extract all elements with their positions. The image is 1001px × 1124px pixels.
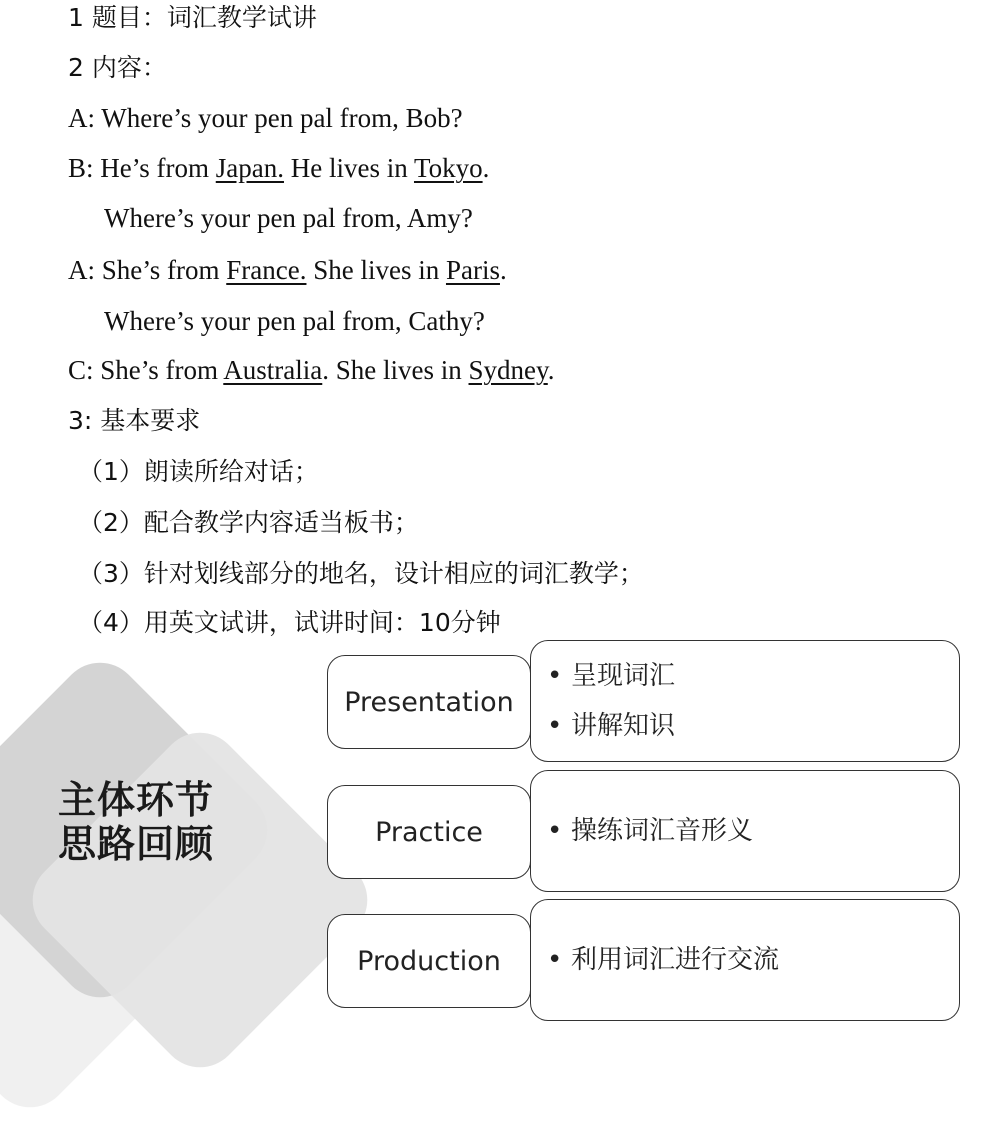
dialogue-line — [68, 354, 555, 386]
stage-presentation-details — [530, 640, 960, 762]
underlined-place: Tokyo — [413, 153, 483, 183]
dialogue-text: Where’s your pen pal from, Bob? — [101, 103, 463, 133]
dialogue-line — [68, 254, 507, 286]
review-title — [58, 778, 214, 866]
content-label: 2 内容： — [68, 53, 167, 82]
bullet-text: 利用词汇进行交流 — [571, 945, 780, 975]
requirement-item: （1）朗读所给对话； — [78, 457, 319, 486]
underlined-place: Sydney — [468, 355, 548, 385]
review-title-line: 思路回顾 — [58, 822, 215, 866]
dialogue-text: . — [547, 355, 555, 385]
dialogue-text: She lives in — [306, 255, 446, 285]
speaker-label: C: — [68, 355, 94, 385]
bullet-dot-icon: • — [547, 711, 563, 741]
page-title: 1 题目：词汇教学试讲 — [68, 3, 317, 32]
dialogue-text: . She lives in — [322, 355, 469, 385]
dialogue-text: Where’s your pen pal from, Amy? — [104, 203, 473, 233]
requirement-item: （4）用英文试讲，试讲时间：10分钟 — [78, 608, 501, 637]
stage-presentation: Presentation — [327, 655, 531, 749]
underlined-place: France. — [226, 255, 307, 285]
requirements-label: 3: 基本要求 — [68, 406, 201, 435]
underlined-place: Japan. — [215, 153, 284, 183]
bullet-dot-icon: • — [547, 816, 563, 846]
bullet-item — [547, 935, 959, 985]
dialogue-line — [104, 202, 473, 234]
dialogue-line — [68, 152, 489, 184]
dialogue-text: He’s from — [100, 153, 216, 183]
underlined-place: Paris — [445, 255, 500, 285]
review-title-line: 主体环节 — [58, 778, 215, 822]
bullet-dot-icon: • — [547, 661, 563, 691]
dialogue-text: She’s from — [101, 255, 227, 285]
dialogue-text: . — [482, 153, 490, 183]
speaker-label: A: — [68, 103, 95, 133]
bullet-text: 讲解知识 — [571, 711, 676, 741]
dialogue-line — [104, 305, 485, 337]
requirement-item: （3）针对划线部分的地名，设计相应的词汇教学； — [78, 559, 644, 588]
stage-practice-details — [530, 770, 960, 892]
review-slide — [0, 640, 1001, 1025]
dialogue-text: He lives in — [283, 153, 414, 183]
dialogue-text: . — [499, 255, 507, 285]
bullet-item — [547, 651, 959, 701]
stage-production: Production — [327, 914, 531, 1008]
bullet-item — [547, 701, 959, 751]
stage-practice: Practice — [327, 785, 531, 879]
speaker-label: B: — [68, 153, 94, 183]
requirement-item: （2）配合教学内容适当板书； — [78, 508, 419, 537]
underlined-place: Australia — [223, 355, 323, 385]
speaker-label: A: — [68, 255, 95, 285]
bullet-text: 呈现词汇 — [571, 661, 676, 691]
bullet-dot-icon: • — [547, 945, 563, 975]
dialogue-text: Where’s your pen pal from, Cathy? — [104, 306, 485, 336]
bullet-item — [547, 806, 959, 856]
dialogue-text: She’s from — [100, 355, 224, 385]
stage-production-details — [530, 899, 960, 1021]
bullet-text: 操练词汇音形义 — [571, 816, 754, 846]
dialogue-line — [68, 102, 463, 134]
